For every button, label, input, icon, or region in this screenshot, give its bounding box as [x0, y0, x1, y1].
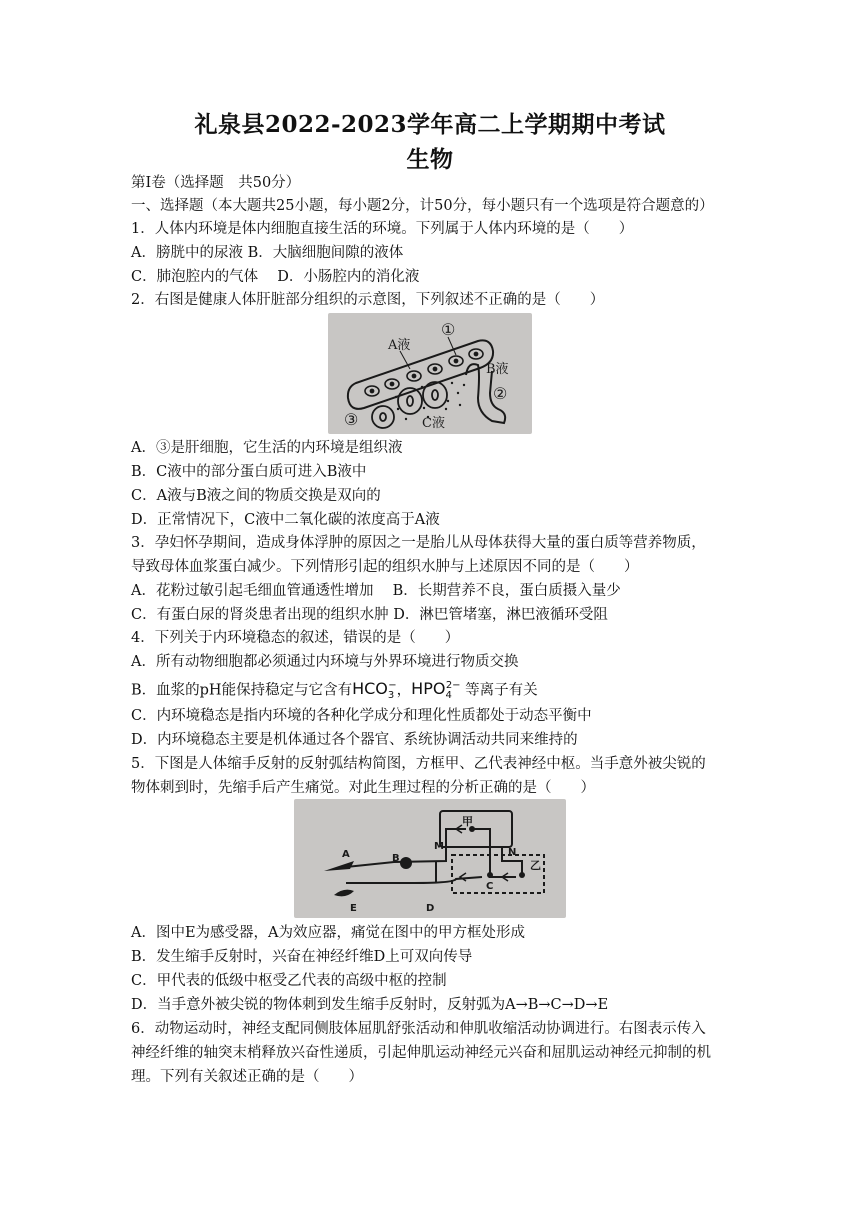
q1-options-row2: C．肺泡腔内的气体 D．小肠腔内的消化液 — [131, 269, 420, 285]
q4-option-c: C．内环境稳态是指内环境的各种化学成分和理化性质都处于动态平衡中 — [131, 708, 592, 724]
q6-stem-line2: 神经纤维的轴突末梢释放兴奋性递质，引起伸肌运动神经元兴奋和屈肌运动神经元抑制的机 — [131, 1045, 711, 1061]
q6-stem-line1: 6．动物运动时，神经支配同侧肢体屈肌舒张活动和伸肌收缩活动协调进行。右图表示传入 — [131, 1021, 706, 1037]
exam-title: 礼泉县2022-2023学年高二上学期期中考试 — [194, 111, 666, 138]
q2-option-b: B．C液中的部分蛋白质可进入B液中 — [131, 464, 367, 480]
q4-option-b-text: B．血浆的pH能保持稳定与它含有 — [131, 682, 353, 699]
q4-option-a: A．所有动物细胞都必须通过内环境与外界环境进行物质交换 — [131, 654, 519, 670]
reflex-arc-figure — [294, 799, 566, 918]
label-b-fluid: B液 — [486, 362, 509, 377]
q3-options-row2: C．有蛋白尿的肾炎患者出现的组织水肿 D．淋巴管堵塞，淋巴液循环受阻 — [131, 607, 608, 623]
q5-stem-line2: 物体刺到时，先缩手后产生痛觉。对此生理过程的分析正确的是（ ） — [131, 780, 595, 796]
q2-option-d: D．正常情况下，C液中二氧化碳的浓度高于A液 — [131, 512, 440, 528]
label-c-fluid: C液 — [422, 416, 445, 431]
q5-option-c: C．甲代表的低级中枢受乙代表的高级中枢的控制 — [131, 973, 447, 989]
q4-stem: 4．下列关于内环境稳态的叙述，错误的是（ ） — [131, 630, 460, 646]
label-center-c: C — [486, 881, 494, 892]
label-receptor-e: E — [350, 903, 357, 914]
q6-stem-line3: 理。下列有关叙述正确的是（ ） — [131, 1069, 363, 1085]
exam-subject: 生物 — [406, 146, 454, 173]
label-jia: 甲 — [462, 815, 473, 828]
q3-options-row1: A．花粉过敏引起毛细血管通透性增加 B．长期营养不良，蛋白质摄入量少 — [131, 583, 621, 599]
label-n: N — [508, 847, 517, 858]
q4-option-b: B．血浆的pH能保持稳定与它含有$HCO_3^-$，$HPO_4^{2-}$ 等离子有关 — [131, 679, 538, 702]
q3-stem-line2: 导致母体血浆蛋白减少。下列情形引起的组织水肿与上述原因不同的是（ ） — [131, 559, 639, 575]
label-1: ① — [441, 320, 456, 339]
q2-option-a: A．③是肝细胞，它生活的内环境是组织液 — [131, 440, 403, 456]
label-a-fluid: A液 — [388, 338, 411, 353]
label-3: ③ — [344, 410, 359, 429]
q5-option-a: A．图中E为感受器，A为效应器，痛觉在图中的甲方框处形成 — [131, 925, 526, 941]
label-effector-a: A — [342, 849, 350, 860]
ion-bicarbonate: $HCO_3^-$ — [352, 679, 397, 702]
ion-hydrogen-phosphate: $HPO_4^{2-}$ — [411, 679, 461, 702]
label-fiber-d: D — [426, 903, 435, 914]
q2-option-c: C．A液与B液之间的物质交换是双向的 — [131, 488, 381, 504]
q1-options-row1: A．膀胱中的尿液 B．大脑细胞间隙的液体 — [131, 245, 404, 261]
volume-heading: 第I卷（选择题 共50分） — [131, 175, 301, 191]
q5-option-b: B．发生缩手反射时，兴奋在神经纤维D上可双向传导 — [131, 949, 473, 965]
q4-option-d: D．内环境稳态主要是机体通过各个器官、系统协调活动共同来维持的 — [131, 732, 578, 748]
q3-stem-line1: 3．孕妇怀孕期间，造成身体浮肿的原因之一是胎儿从母体获得大量的蛋白质等营养物质， — [131, 535, 706, 551]
reflex-arc-diagram — [294, 799, 566, 918]
label-2: ② — [493, 384, 508, 403]
label-m: M — [434, 841, 444, 852]
liver-tissue-figure — [328, 313, 532, 434]
q2-stem: 2．右图是健康人体肝脏部分组织的示意图，下列叙述不正确的是（ ） — [131, 292, 605, 308]
q5-stem-line1: 5．下图是人体缩手反射的反射弧结构简图，方框甲、乙代表神经中枢。当手意外被尖锐的 — [131, 756, 706, 772]
section-instructions: 一、选择题（本大题共25小题，每小题2分，计50分，每小题只有一个选项是符合题意的） — [131, 198, 714, 214]
q1-stem: 1．人体内环境是体内细胞直接生活的环境。下列属于人体内环境的是（ ） — [131, 221, 634, 237]
label-yi: 乙 — [530, 859, 541, 872]
q5-option-d: D．当手意外被尖锐的物体刺到发生缩手反射时，反射弧为A→B→C→D→E — [131, 997, 609, 1013]
label-ganglion-b: B — [392, 853, 400, 864]
liver-tissue-diagram — [328, 313, 532, 434]
